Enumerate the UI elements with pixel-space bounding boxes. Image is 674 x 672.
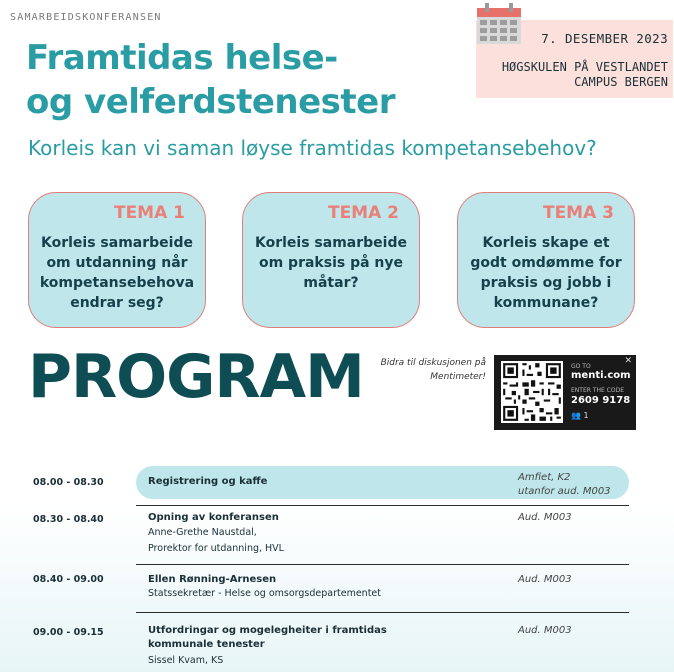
program-time: 08.00 - 08.30 — [33, 477, 104, 488]
program-item-title: Ellen Rønning-Arnesen — [148, 574, 277, 585]
program-item-title: Utfordringar og mogelegheiter i framtidas — [148, 625, 387, 636]
menti-code: 2609 9178 — [571, 395, 631, 406]
divider — [136, 612, 629, 613]
program-room: Amfiet, K2 — [518, 472, 571, 483]
program-room: Aud. M003 — [518, 574, 572, 585]
qr-code-icon[interactable] — [501, 361, 563, 423]
program-room: Aud. M003 — [518, 625, 572, 636]
program-item-title: Registrering og kaffe — [148, 476, 268, 487]
conference-kicker: SAMARBEIDSKONFERANSEN — [10, 12, 162, 23]
event-venue — [482, 60, 668, 90]
program-item-title: Opning av konferansen — [148, 512, 279, 523]
participant-count — [571, 411, 589, 420]
program-heading: PROGRAM — [28, 342, 364, 412]
calendar-icon — [476, 3, 522, 45]
theme-label: TEMA 1 — [113, 203, 185, 223]
menti-site-link[interactable]: menti.com — [571, 370, 631, 381]
theme-card-1 — [28, 192, 206, 328]
program-speaker-role: Prorektor for utdanning, HVL — [148, 543, 284, 554]
menti-enter-label: ENTER THE CODE — [571, 387, 625, 394]
venue-line-1: HØGSKULEN PÅ VESTLANDET — [501, 60, 668, 74]
program-speaker-role: Statssekretær - Helse og omsorgsdepartementet — [148, 588, 381, 599]
event-date: 7. DESEMBER 2023 — [541, 31, 668, 46]
theme-question: Korleis skape et godt omdømme for praksis og jobb i kommunane? — [470, 235, 622, 311]
theme-card-2 — [242, 192, 420, 328]
program-time: 09.00 - 09.15 — [33, 627, 104, 638]
mentimeter-note: Bidra til diskusjonen på Mentimeter! — [380, 358, 486, 382]
venue-line-2: CAMPUS BERGEN — [574, 75, 668, 89]
program-room: Aud. M003 — [518, 512, 572, 523]
program-time: 08.40 - 09.00 — [33, 574, 104, 585]
theme-label: TEMA 3 — [542, 203, 614, 223]
user-icon: 👥 — [571, 411, 581, 420]
close-icon[interactable]: ✕ — [624, 356, 632, 366]
program-speaker: Sissel Kvam, KS — [148, 655, 224, 666]
title-line-1: Framtidas helse- — [26, 38, 338, 78]
program-time: 08.30 - 08.40 — [33, 514, 104, 525]
program-room-detail: utanfor aud. M003 — [518, 486, 611, 497]
divider — [136, 505, 629, 506]
menti-goto-label: GO TO — [571, 363, 591, 370]
divider — [136, 564, 629, 565]
page-subtitle: Korleis kan vi saman løyse framtidas kompetansebehov? — [28, 136, 597, 160]
theme-question: Korleis samarbeide om utdanning når kompetansebehova endrar seg? — [39, 235, 195, 311]
program-item-title-cont: kommunale tenester — [148, 639, 265, 650]
program-speaker: Anne-Grethe Naustdal, — [148, 527, 257, 538]
theme-label: TEMA 2 — [327, 203, 399, 223]
participant-count-value: 1 — [583, 411, 589, 420]
mentimeter-widget[interactable] — [494, 355, 636, 430]
theme-question: Korleis samarbeide om praksis på nye måtar? — [255, 235, 407, 291]
theme-card-3 — [457, 192, 635, 328]
title-line-2: og velferdstenester — [26, 82, 395, 122]
page-title — [26, 36, 426, 124]
